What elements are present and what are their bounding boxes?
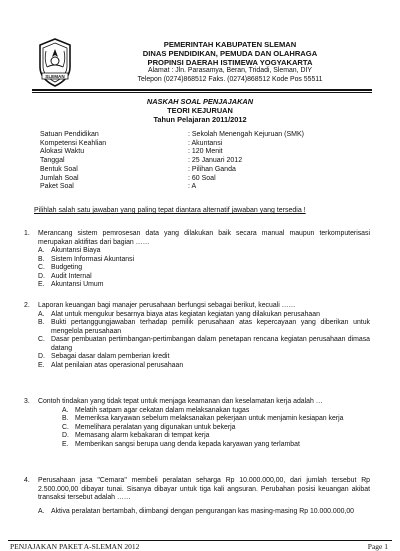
info-label: Jumlah Soal [40, 174, 79, 182]
question-3 [24, 398, 370, 449]
option-letter: C. [38, 264, 45, 271]
info-value: : Sekolah Menengah Kejuruan (SMK) [188, 131, 304, 138]
document-title [0, 98, 400, 124]
exam-info-table [40, 131, 360, 192]
footer-title: PENJAJAKAN PAKET A-SLEMAN 2012 [10, 542, 140, 551]
option-item [38, 273, 370, 282]
letterhead [32, 35, 372, 97]
option-text: Budgeting [51, 264, 83, 271]
info-label: Paket Soal [40, 183, 74, 191]
info-label: Bentuk Soal [40, 165, 78, 173]
option-letter: B. [38, 255, 45, 263]
info-value: : Pilihan Ganda [188, 165, 236, 173]
header-phone: Telepon (0274)868512 Faks. (0274)868512 Kode Pos 55511 [137, 75, 323, 83]
option-item [38, 256, 370, 265]
letterhead-text [80, 41, 380, 85]
option-text: Sebagai dasar dalam pemberian kredit [51, 353, 170, 360]
option-item [38, 319, 370, 336]
option-letter: E. [38, 361, 45, 369]
info-value: : 60 Soal [188, 174, 216, 182]
option-list [62, 407, 370, 450]
info-label: Tanggal [40, 157, 65, 165]
option-item [38, 264, 370, 273]
footer-divider [8, 540, 392, 541]
option-item [62, 432, 370, 441]
option-item [38, 362, 370, 371]
title-line-3: Tahun Pelajaran 2011/2012 [153, 114, 247, 124]
option-letter: A. [62, 406, 69, 414]
option-letter: A. [38, 310, 45, 318]
header-line-1: PEMERINTAH KABUPATEN SLEMAN [163, 40, 297, 49]
title-line-2: TEORI KEJURUAN [167, 105, 233, 115]
info-label: Alokasi Waktu [40, 148, 85, 156]
info-row [40, 157, 360, 166]
option-text: Memeriksa karyawan sebelum melaksanakan pekerjaan untuk menjamin kesiapan kerja [75, 415, 344, 422]
logo-text: SLEMAN [45, 74, 65, 79]
page-number: Page 1 [367, 542, 388, 551]
info-row [40, 148, 360, 157]
question-stem: Contoh tindakan yang tidak tepat untuk menjaga keamanan dan keselamatan kerja adalah … [38, 398, 323, 405]
info-row [40, 175, 360, 184]
option-letter: D. [62, 432, 69, 439]
info-label: Kompetensi Keahlian [40, 139, 107, 147]
option-item [38, 353, 370, 362]
option-letter: D. [38, 272, 45, 280]
info-value: : 25 Januari 2012 [188, 157, 243, 165]
option-item [38, 508, 370, 517]
title-line-1: NASKAH SOAL PENJAJAKAN [146, 97, 254, 106]
info-row [40, 131, 360, 140]
question-2 [24, 302, 370, 370]
question-stem: Perusahaan jasa "Cemara" membeli peralatan seharga Rp 10.000.000,00, dari jumlah tersebut Rp 2.500.000,00 dibayar tunai. Sisanya dibayar untuk tiga kali angsuran. Perubahan posisi keuangan akibat transaksi tersebut adalah …… [38, 477, 370, 501]
option-item [38, 281, 370, 290]
header-divider-thick [32, 89, 372, 91]
option-text: Sistem Informasi Akuntansi [51, 255, 135, 263]
option-text: Aktiva peralatan bertambah, diimbangi dengan pengurangan kas masing-masing Rp 10.000.000,00 [51, 507, 355, 515]
option-item [38, 336, 370, 353]
question-4 [24, 477, 370, 516]
question-number: 1. [24, 230, 30, 237]
sleman-logo-icon [36, 37, 74, 89]
header-line-2: DINAS PENDIDIKAN, PEMUDA DAN OLAHRAGA [142, 48, 318, 58]
option-text: Akuntansi Biaya [51, 247, 101, 254]
header-line-3: PROPINSI DAERAH ISTIMEWA YOGYAKARTA [147, 57, 313, 67]
option-text: Akuntansi Umum [51, 281, 104, 288]
option-text: Memelihara peralatan yang digunakan untuk bekerja [75, 423, 236, 431]
option-list [38, 247, 370, 290]
option-item [62, 415, 370, 424]
option-letter: E. [62, 440, 69, 448]
option-text: Alat penilaian atas operasional perusahaan [51, 361, 184, 369]
option-letter: A. [38, 507, 45, 515]
option-text: Audit Internal [51, 272, 92, 280]
question-number: 4. [24, 477, 30, 484]
option-letter: C. [62, 423, 69, 431]
header-address: Alamat : Jln. Parasamya, Beran, Tridadi, Sleman, DIY [148, 67, 312, 75]
info-row [40, 166, 360, 175]
option-item [38, 311, 370, 320]
option-item [62, 424, 370, 433]
option-text: Memberikan sangsi berupa uang denda kepada karyawan yang terlambat [75, 440, 300, 448]
info-label: Satuan Pendidikan [40, 131, 99, 138]
option-list [38, 508, 370, 517]
question-stem: Merancang sistem pemrosesan data yang dilakukan baik secara manual maupun terkomputerisasi merupakan aktifitas dari bagian …… [38, 230, 370, 246]
info-row [40, 140, 360, 149]
option-item [62, 407, 370, 416]
question-number: 3. [24, 398, 30, 405]
question-1 [24, 230, 370, 290]
info-row [40, 183, 360, 192]
option-text: Memasang alarm kebakaran di tempat kerja [75, 432, 210, 439]
option-text: Bukti pertanggungjawaban terhadap pemilik perusahaan atas kepercayaan yang diberikan untuk mengelola perusahaan [51, 319, 370, 335]
option-text: Dasar pembuatan pertimbangan-pertimbangan dalam penetapan rencana kegiatan perusahaan dimasa datang [51, 336, 370, 352]
option-letter: C. [38, 336, 45, 343]
option-text: Melatih satpam agar cekatan dalam melaksanakan tugas [75, 406, 250, 414]
header-divider-thin [32, 92, 372, 93]
option-text: Alat untuk mengukur besarnya biaya atas kegiatan kegiatan yang dilakukan perusahaan [51, 310, 320, 318]
option-letter: B. [38, 319, 45, 326]
option-letter: A. [38, 247, 45, 254]
instruction-text: Pilihlah salah satu jawaban yang paling tepat diantara alternatif jawaban yang tersedia ! [34, 207, 306, 214]
info-value: : Akuntansi [188, 139, 223, 147]
question-stem: Laporan keuangan bagi manajer perusahaan berfungsi sebagai berikut, kecuali …… [38, 302, 296, 309]
option-letter: E. [38, 281, 45, 288]
option-list [38, 311, 370, 371]
info-value: : 120 Menit [188, 148, 223, 156]
option-item [62, 441, 370, 450]
option-item [38, 247, 370, 256]
option-letter: B. [62, 415, 69, 422]
info-value: : A [188, 183, 197, 191]
option-letter: D. [38, 353, 45, 360]
question-number: 2. [24, 302, 30, 309]
